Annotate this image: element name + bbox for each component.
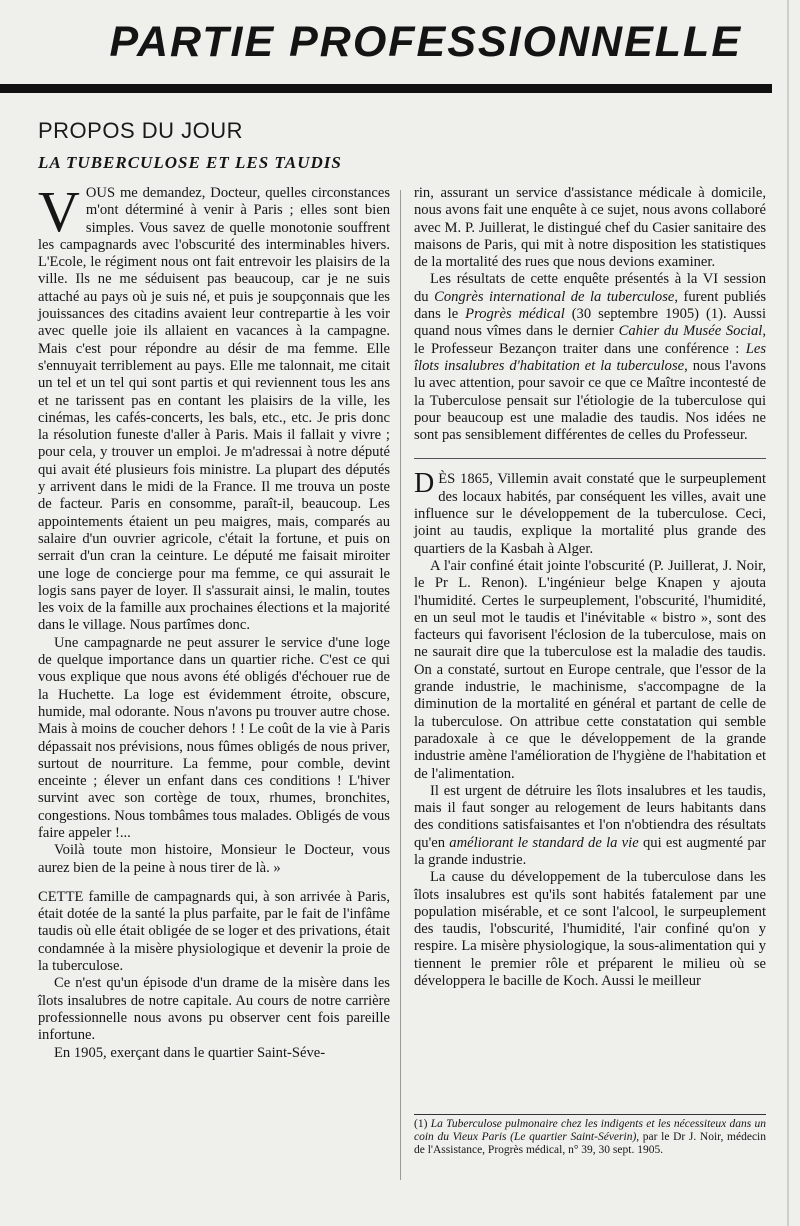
text-span: , nous l'avons lu avec attention, pour savoir ce que ce Maître incontesté de la Tuberculose pensait sur l'étiologie de la tuberculose qui pour beaucoup est une maladie des taudis. Nos idées ne sont pas sensiblement différentes de celles du Professeur. [414, 357, 766, 444]
paragraph [414, 271, 766, 444]
paragraph-lead: CETTE [38, 888, 84, 905]
page-header-title: PARTIE PROFESSIONNELLE [109, 18, 742, 66]
paragraph: A l'air confiné était jointe l'obscurité (P. Juillerat, J. Noir, le Pr L. Renon). L'ingénieur belge Knapen y ajouta l'humidité. Certes le surpeuplement, l'obscurité, l'humidité, en un seul mot le taudis et l'inévitable « bistro », sont des facteurs qui favorisent l'éclosion de la tuberculose, mais on ne saurait dire que la tuberculose est la maladie des taudis. On a constaté, surtout en Europe centrale, que l'essor de la grande industrie, le machinisme, s'accompagne de la diminution de la mortalité en général et partant de celle de la tuberculose. On attribue cette constatation qui semble paradoxale à ce que le développement de la grande industrie amène l'amélioration de l'hygiène de l'habitation et de l'alimentation. [414, 557, 766, 782]
text-span: , le Professeur Bezançon traiter dans une conférence : [414, 323, 766, 357]
text-span: Les résultats de cette enquête présentés à la VI session du [414, 271, 766, 305]
page-edge-line [787, 0, 789, 1226]
drop-cap: D [414, 468, 435, 500]
paragraph: La cause du développement de la tuberculose dans les îlots insalubres est qu'ils sont habités fatalement par une population misérable, et ce sont l'alcool, le surpeuplement des taudis, l'obscurité, l'humidité, l'air confiné qu'on y respire. La misère physiologique, la sous-alimentation qui y tiennent le premier rôle et préparent le milieu où se développera le bacille de Koch. Aussi le meilleur [414, 869, 766, 990]
journal-title: Cahier du Musée Social [618, 323, 763, 340]
paragraph [414, 783, 766, 869]
paragraph [38, 179, 390, 635]
section-heading: PROPOS DU JOUR [38, 118, 244, 143]
article-title: LA TUBERCULOSE ET LES TAUDIS [38, 153, 342, 172]
section-divider [414, 458, 766, 459]
paragraph: Une campagnarde ne peut assurer le service d'une loge de quelque importance dans un quartier riche. C'est ce qui vous explique que nous avons été obligés d'échouer rue de la Huchette. La loge est évidemment étroite, obscure, humide, mal odorante. Nous n'avons pu trouver autre chose. Mais à moins de coucher dehors ! ! Le coût de la vie à Paris dépassait nos prévisions, nous fûmes obligés de nous priver, surtout de nourriture. La femme, pour comble, devint enceinte ; élever un enfant dans ces conditions ! L'hiver survint avec son cortège de toux, rhumes, bronchites, congestions. Nous tombâmes tous malades. Obligés de vous faire appeler !... [38, 634, 390, 841]
footnote-rule [414, 1114, 766, 1115]
footnote [414, 1118, 766, 1157]
header-rule [0, 84, 772, 93]
text-span: qui est augmenté par la grande industrie. [414, 834, 767, 868]
paragraph: rin, assurant un service d'assistance médicale à domicile, nous avons fait une enquête à ce sujet, nous avons collaboré avec M. P. Juillerat, le distingué chef du Casier sanitaire des maisons de Paris, qui mit à notre disposition les statistiques de la mortalité des rues que nous devions examiner. [414, 185, 766, 271]
paragraph-text: OUS me demandez, Docteur, quelles circonstances m'ont déterminé à venir à Paris ; elles sont bien simples. Vous savez de quelle monotonie souffrent les campagnards avec l'obscurité des interminables hivers. L'Ecole, le régiment nous ont fait entrevoir les plaisirs de la ville. Ils ne me séduisent pas beaucoup, car je ne suis attaché au pays où je suis né, et puis je soupçonnais que les jouissances des citadins avaient leur contrepartie à les voir avec quelle joie ils allaient en vacances à la campagne. Mais c'est pour répondre au désir de ma femme. Elle s'ennuyait terriblement au pays. Elle me talonnait, me citait un tel et un tel qui sont partis et qui reviennent tous les ans et ne tarissent pas en contant les plaisirs de la ville, les cinémas, les cafés-concerts, les bals, etc., etc. Je pris donc la résolution funeste d'aller à Paris. Mais il fallait y vivre ; pour cela, y trouver un emploi. Je m'adressai à notre député qui avait été plusieurs fois ministre. La plupart des députés y arrivent dans le midi de la France. Il me trouva un poste de facteur. Paris en consomme, paraît-il, beaucoup. Les appointements étaient un peu maigres, mais, comparés au salaire d'un ouvrier agricole, c'était la fortune, et puis on serrait d'un cran la ceinture. Le député me faisait miroiter une loge de concierge pour ma femme, ce qui assurait le logis sans payer de loyer. Il s'assurait ainsi, le malin, toutes les voix de la famille aux prochaines élections et la majorité dans le village. Nous partîmes donc. [38, 185, 390, 634]
text-span: Il est urgent de détruire les îlots insalubres et les taudis, mais il faut songer au relogement de leurs habitants dans des conditions satisfaisantes et l'on n'obtiendra des résultats qu'en [414, 782, 766, 851]
paragraph: Ce n'est qu'un épisode d'un drame de la misère dans les îlots insalubres de notre capitale. Au cours de notre carrière professionnelle nous avons pu observer cent fois pareille infortune. [38, 975, 390, 1044]
paragraph-text: ÈS 1865, Villemin avait constaté que le surpeuplement des locaux habités, par conséquent les villes, avait une influence sur le développement de la tuberculose. Ceci, joint au taudis, explique la mortalité plus grande des quartiers de la Kasbah à Alger. [414, 471, 766, 557]
paragraph: Voilà toute mon histoire, Monsieur le Docteur, vous aurez bien de la peine à nous tirer de là. » [38, 842, 390, 876]
footnote-number: (1) [414, 1118, 428, 1130]
drop-cap: V [38, 179, 80, 244]
journal-title: Congrès international de la tuberculose [434, 288, 675, 305]
paragraph [414, 468, 766, 557]
paragraph [38, 889, 390, 975]
emphasis: améliorant le standard de la vie [449, 834, 639, 851]
footnote-text: , par le Dr J. Noir, médecin de l'Assistance, Progrès médical, n° 39, 30 sept. 1905. [414, 1131, 766, 1156]
journal-title: Progrès médical [465, 306, 565, 323]
paragraph-text: famille de campagnards qui, à son arrivée à Paris, était dotée de la santé la plus parfaite, par le fait de l'infâme taudis où elle était obligée de se loger et des privations, était condamnée à la misère physiologique et devenir la proie de la tuberculose. [38, 888, 390, 975]
text-span: , furent publiés dans le [414, 288, 767, 323]
lecture-title: Les îlots insalubres d'habitation et la tuberculose [414, 340, 766, 374]
right-column [414, 185, 766, 1085]
paragraph: En 1905, exerçant dans le quartier Saint-Séve- [54, 1044, 326, 1061]
left-column [38, 179, 390, 1185]
text-span: (30 septembre 1905) (1). Aussi quand nous vîmes dans le dernier [414, 306, 766, 340]
column-divider [400, 190, 401, 1180]
footnote-title: La Tuberculose pulmonaire chez les indigents et les nécessiteux dans un coin du Vieux Paris (Le quartier Saint-Séverin) [414, 1118, 767, 1143]
